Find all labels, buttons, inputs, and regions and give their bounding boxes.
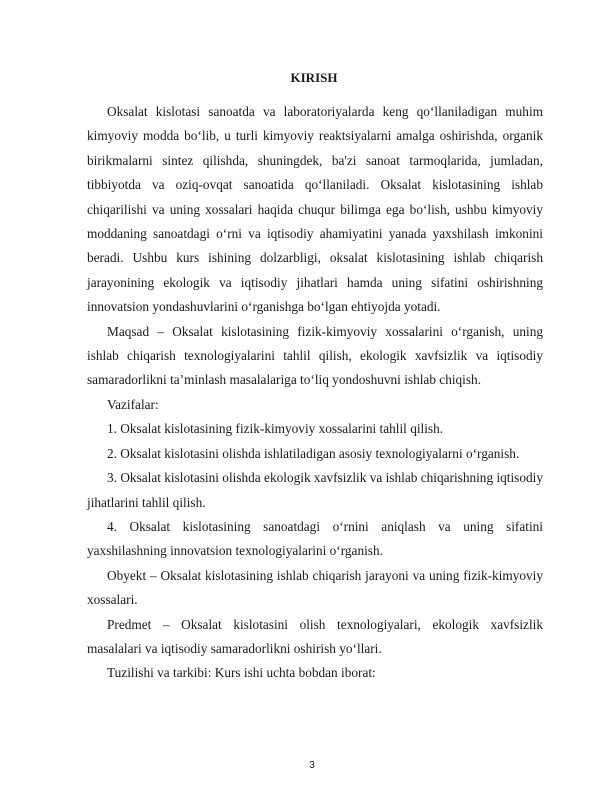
- page-title: KIRISH: [290, 70, 338, 85]
- task-item-2: 2. Oksalat kislotasini olishda ishlatiladigan asosiy texnologiyalarni o‘rganish.: [107, 445, 520, 461]
- object-paragraph: Obyekt – Oksalat kislotasining ishlab chiqarish jarayoni va uning fizik-kimyoviy xossalari.: [87, 567, 543, 608]
- task-item-3: 3. Oksalat kislotasini olishda ekologik xavfsizlik va ishlab chiqarishning iqtisodiy jihatlarini tahlil qilish.: [87, 470, 543, 510]
- tasks-heading: Vazifalar:: [107, 396, 159, 412]
- task-item-4: 4. Oksalat kislotasining sanoatdagi o‘rnini aniqlash va uning sifatini yaxshilashning innovatsion texnologiyalarini o‘rganish.: [87, 518, 543, 559]
- page-number: 3: [309, 760, 315, 771]
- structure-paragraph: Tuzilishi va tarkibi: Kurs ishi uchta bobdan iborat:: [107, 665, 376, 681]
- body-text: [87, 100, 543, 686]
- task-item-1: 1. Oksalat kislotasining fizik-kimyoviy xossalarini tahlil qilish.: [107, 421, 444, 437]
- subject-paragraph: Predmet – Oksalat kislotasini olish texnologiyalari, ekologik xavfsizlik masalalari va iqtisodiy samaradorlikni oshirish yo‘llari.: [87, 616, 543, 656]
- intro-paragraph: Oksalat kislotasi sanoatda va laboratoriyalarda keng qo‘llaniladigan muhim kimyoviy modda bo‘lib, u turli kimyoviy reaktsiyalarni amalga oshirishda, organik birikmalarni sintez qilishda, shuningdek, ba'zi sanoat tarmoqlarida, jumladan, tibbiyotda va oziq-ovqat sanoatida qo‘llaniladi. Oksalat kislotasining ishlab chiqarilishi va uning xossalari haqida chuqur bilimga ega bo‘lish, ushbu kimyoviy moddaning sanoatdagi o‘rni va iqtisodiy ahamiyatini yanada yaxshilash imkonini beradi. Ushbu kurs ishining dolzarbligi, oksalat kislotasining ishlab chiqarish jarayonining ekologik va iqtisodiy jihatlari hamda uning sifatini oshirishning innovatsion yondashuvlarini o‘rganishga bo‘lgan ehtiyojda yotadi.: [87, 104, 543, 315]
- goal-paragraph: Maqsad – Oksalat kislotasining fizik-kimyoviy xossalarini o‘rganish, uning ishlab chiqarish texnologiyalarini tahlil qilish, ekologik xavfsizlik va iqtisodiy samaradorlikni ta’minlash masalalariga to‘liq yondoshuvni ishlab chiqish.: [87, 323, 543, 388]
